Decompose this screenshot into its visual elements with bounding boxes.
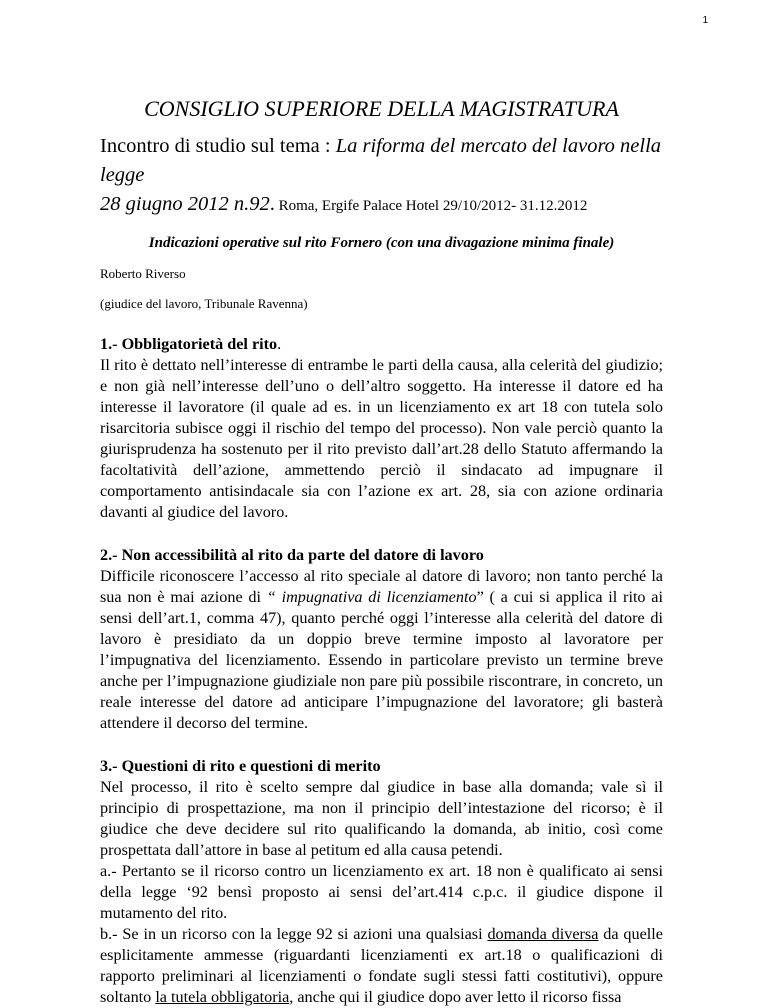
- event-theme-line1: La riforma del mercato del lavoro nella legge: [100, 135, 662, 186]
- section-2-text: [100, 566, 663, 734]
- section-1-title-end: .: [277, 335, 282, 353]
- organization-title: CONSIGLIO SUPERIORE DELLA MAGISTRATURA: [144, 96, 619, 121]
- section-3-title: 3.- Questioni di rito e questioni di merito: [100, 757, 381, 775]
- event-theme-end: .: [269, 193, 275, 215]
- document-subtitle: Indicazioni operative sul rito Fornero (con una divagazione minima finale): [148, 235, 615, 251]
- point-b-underline1: domanda diversa: [487, 925, 599, 943]
- event-place-date: Roma, Ergife Palace Hotel 29/10/2012- 31.12.2012: [274, 198, 588, 214]
- section-1-title-text: 1.- Obbligatorietà del rito: [100, 335, 278, 353]
- section-3-point-a: a.- Pertanto se il ricorso contro un licenziamento ex art. 18 non è qualificato ai sensi della legge ‘92 bensì proposto ai sensi del’art.414 c.p.c. il giudice dispone il mutamento del rito.: [100, 862, 663, 922]
- author-name: Roberto Riverso: [100, 266, 186, 281]
- section-3-point-b: [100, 924, 663, 1008]
- page-number: 1: [702, 15, 708, 26]
- section-1-title: [100, 334, 663, 355]
- point-b-part1: b.- Se in un ricorso con la legge 92 si azioni una qualsiasi: [100, 925, 488, 943]
- section-2: [100, 545, 663, 734]
- section-2-text-a: Difficile riconoscere l’accesso al rito speciale al datore di lavoro; non tanto perché la sua non è mai azione di: [100, 567, 663, 606]
- event-theme-line2: 28 giugno 2012 n.92: [100, 193, 270, 215]
- section-2-title: 2.- Non accessibilità al rito da parte del datore di lavoro: [100, 546, 484, 564]
- event-title: [100, 132, 663, 221]
- section-1-text: Il rito è dettato nell’interesse di entrambe le parti della causa, alla celerità del giudizio; e non già nell’interesse dell’uno o dell’altro soggetto. Ha interesse il datore ed ha interesse il lavoratore (il quale ad es. in un licenziamento ex art 18 con tutela solo risarcitoria subisce oggi il rischio del tempo del processo). Non vale perciò quanto la giurisprudenza ha sostenuto per il rito previsto dall’art.28 dello Statuto affermando la facoltatività dell’azione, ammettendo perciò il sindacato ad impugnare il comportamento antisindacale sia con l’azione ex art. 28, sia con azione ordinaria davanti al giudice del lavoro.: [100, 356, 663, 521]
- point-b-part3: , anche qui il giudice dopo aver letto il ricorso fissa: [289, 988, 622, 1006]
- section-3-text: Nel processo, il rito è scelto sempre dal giudice in base alla domanda; vale sì il principio di prospettazione, ma non il principio dell’intestazione del ricorso; è il giudice che deve decidere sul rito qualificando la domanda, ab initio, così come prospettata dall’attore in base al petitum ed alla causa petendi.: [100, 778, 663, 859]
- section-3: [100, 756, 663, 1008]
- point-b-underline2: la tutela obbligatoria: [155, 988, 290, 1006]
- section-1: [100, 334, 663, 523]
- section-2-text-b: ” ( a cui si applica il rito ai sensi dell’art.1, comma 47), quanto perché oggi l’interesse alla celerità del datore di lavoro è presidiato da un doppio breve termine imposto al lavoratore per l’impugnativa del licenziamento. Essendo in particolare previsto un termine breve anche per l’impugnazione giudiziale non pare più possibile riscontrare, in concreto, un reale interesse del datore ad anticipare l’impugnazione del lavoratore; gli basterà attendere il decorso del termine.: [100, 588, 663, 732]
- event-prefix: Incontro di studio sul tema :: [100, 135, 336, 157]
- author-role: (giudice del lavoro, Tribunale Ravenna): [100, 296, 308, 311]
- point-b-part2: da quelle esplicitamente ammesse (riguardanti licenziamenti ex art.18 o qualificazioni di rapporto preliminari al licenziamenti o fondate sugli stessi fatti costitutivi), oppure soltanto: [100, 925, 663, 1006]
- document-body: [100, 63, 663, 1008]
- section-2-quote: “ impugnativa di licenziamento: [266, 588, 477, 606]
